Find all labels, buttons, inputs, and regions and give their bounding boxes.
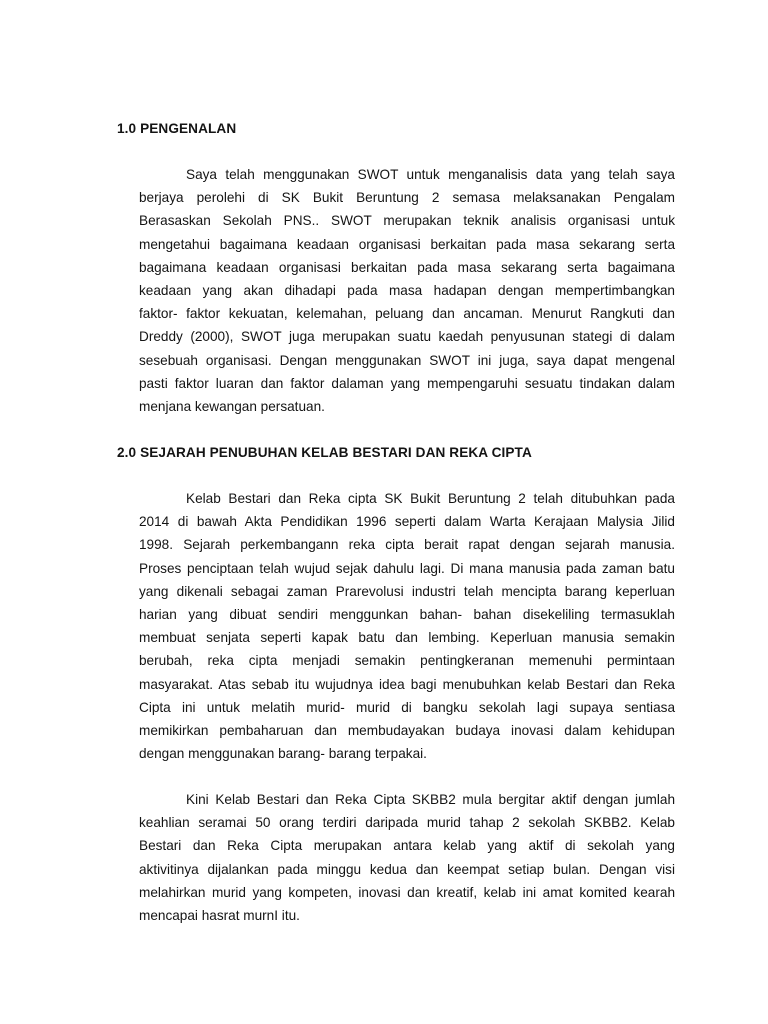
paragraph-line: mencapai hasrat murnI itu. [139,907,300,923]
paragraph-line: masyarakat. Atas sebab itu wujudnya idea bagi menubuhkan kelab Bestari dan Reka [139,676,675,692]
paragraph-line: 1998. Sejarah perkembangann reka cipta berait rapat dengan sejarah manusia. [139,537,675,553]
paragraph-line: faktor- faktor kekuatan, kelemahan, peluang dan ancaman. Menurut Rangkuti dan [139,306,675,322]
section-heading-pengenalan: 1.0 PENGENALAN [117,121,237,136]
paragraph-line: bagaimana keadaan organisasi berkaitan pada masa sekarang serta bagaimana [139,259,675,275]
paragraph-line: harian yang dibuat sendiri menggunkan bahan- bahan disekeliling termasuklah [139,606,675,622]
paragraph-line: memikirkan pembaharuan dan membudayakan budaya inovasi dalam kehidupan [139,722,675,738]
paragraph-line: 2014 di bawah Akta Pendidikan 1996 seperti dalam Warta Kerajaan Malysia Jilid [139,514,675,530]
paragraph-line: Berasaskan Sekolah PNS.. SWOT merupakan teknik analisis organisasi untuk [139,213,675,229]
paragraph-sejarah-2 [139,788,675,927]
paragraph-line: yang dikenali sebagai zaman Prarevolusi industri telah mencipta barang keperluan [139,583,675,599]
paragraph-sejarah-1 [139,487,675,765]
paragraph-line: Saya telah menggunakan SWOT untuk menganalisis data yang telah saya [186,167,675,182]
paragraph-line: berjaya perolehi di SK Bukit Beruntung 2 semasa melaksanakan Pengalam [139,190,675,206]
paragraph-line: membuat senjata seperti kapak batu dan lembing. Keperluan manusia semakin [139,630,675,646]
paragraph-line: menjana kewangan persatuan. [139,398,325,414]
paragraph-line: aktivitinya dijalankan pada minggu kedua dan keempat setiap bulan. Dengan visi [139,861,675,877]
paragraph-line: Bestari dan Reka Cipta merupakan antara kelab yang aktif di sekolah yang [139,838,675,854]
paragraph-line: sesebuah organisasi. Dengan menggunakan SWOT ini juga, saya dapat mengenal [139,352,675,368]
paragraph-line: mengetahui bagaimana keadaan organisasi berkaitan pada masa sekarang serta [139,236,675,252]
paragraph-line: Proses penciptaan telah wujud sejak dahulu lagi. Di mana manusia pada zaman batu [139,560,675,576]
paragraph-line: melahirkan murid yang kompeten, inovasi dan kreatif, kelab ini amat komited kearah [139,884,675,900]
section-heading-sejarah: 2.0 SEJARAH PENUBUHAN KELAB BESTARI DAN REKA CIPTA [117,445,532,460]
paragraph-line: keahlian seramai 50 orang terdiri daripada murid tahap 2 sekolah SKBB2. Kelab [139,815,675,831]
paragraph-line: Kini Kelab Bestari dan Reka Cipta SKBB2 mula bergitar aktif dengan jumlah [186,792,675,807]
paragraph-pengenalan [139,163,675,418]
paragraph-line: berubah, reka cipta menjadi semakin pentingkeranan memenuhi permintaan [139,653,675,669]
paragraph-line: Kelab Bestari dan Reka cipta SK Bukit Beruntung 2 telah ditubuhkan pada [186,491,675,506]
paragraph-line: pasti faktor luaran dan faktor dalaman yang mempengaruhi sesuatu tindakan dalam [139,375,675,391]
paragraph-line: keadaan yang akan dihadapi pada masa hadapan dengan mempertimbangkan [139,282,675,298]
paragraph-line: dengan menggunakan barang- barang terpakai. [139,746,427,762]
paragraph-line: Dreddy (2000), SWOT juga merupakan suatu kaedah penyusunan stategi di dalam [139,329,675,345]
paragraph-line: Cipta ini untuk melatih murid- murid di bangku sekolah lagi supaya sentiasa [139,699,675,715]
